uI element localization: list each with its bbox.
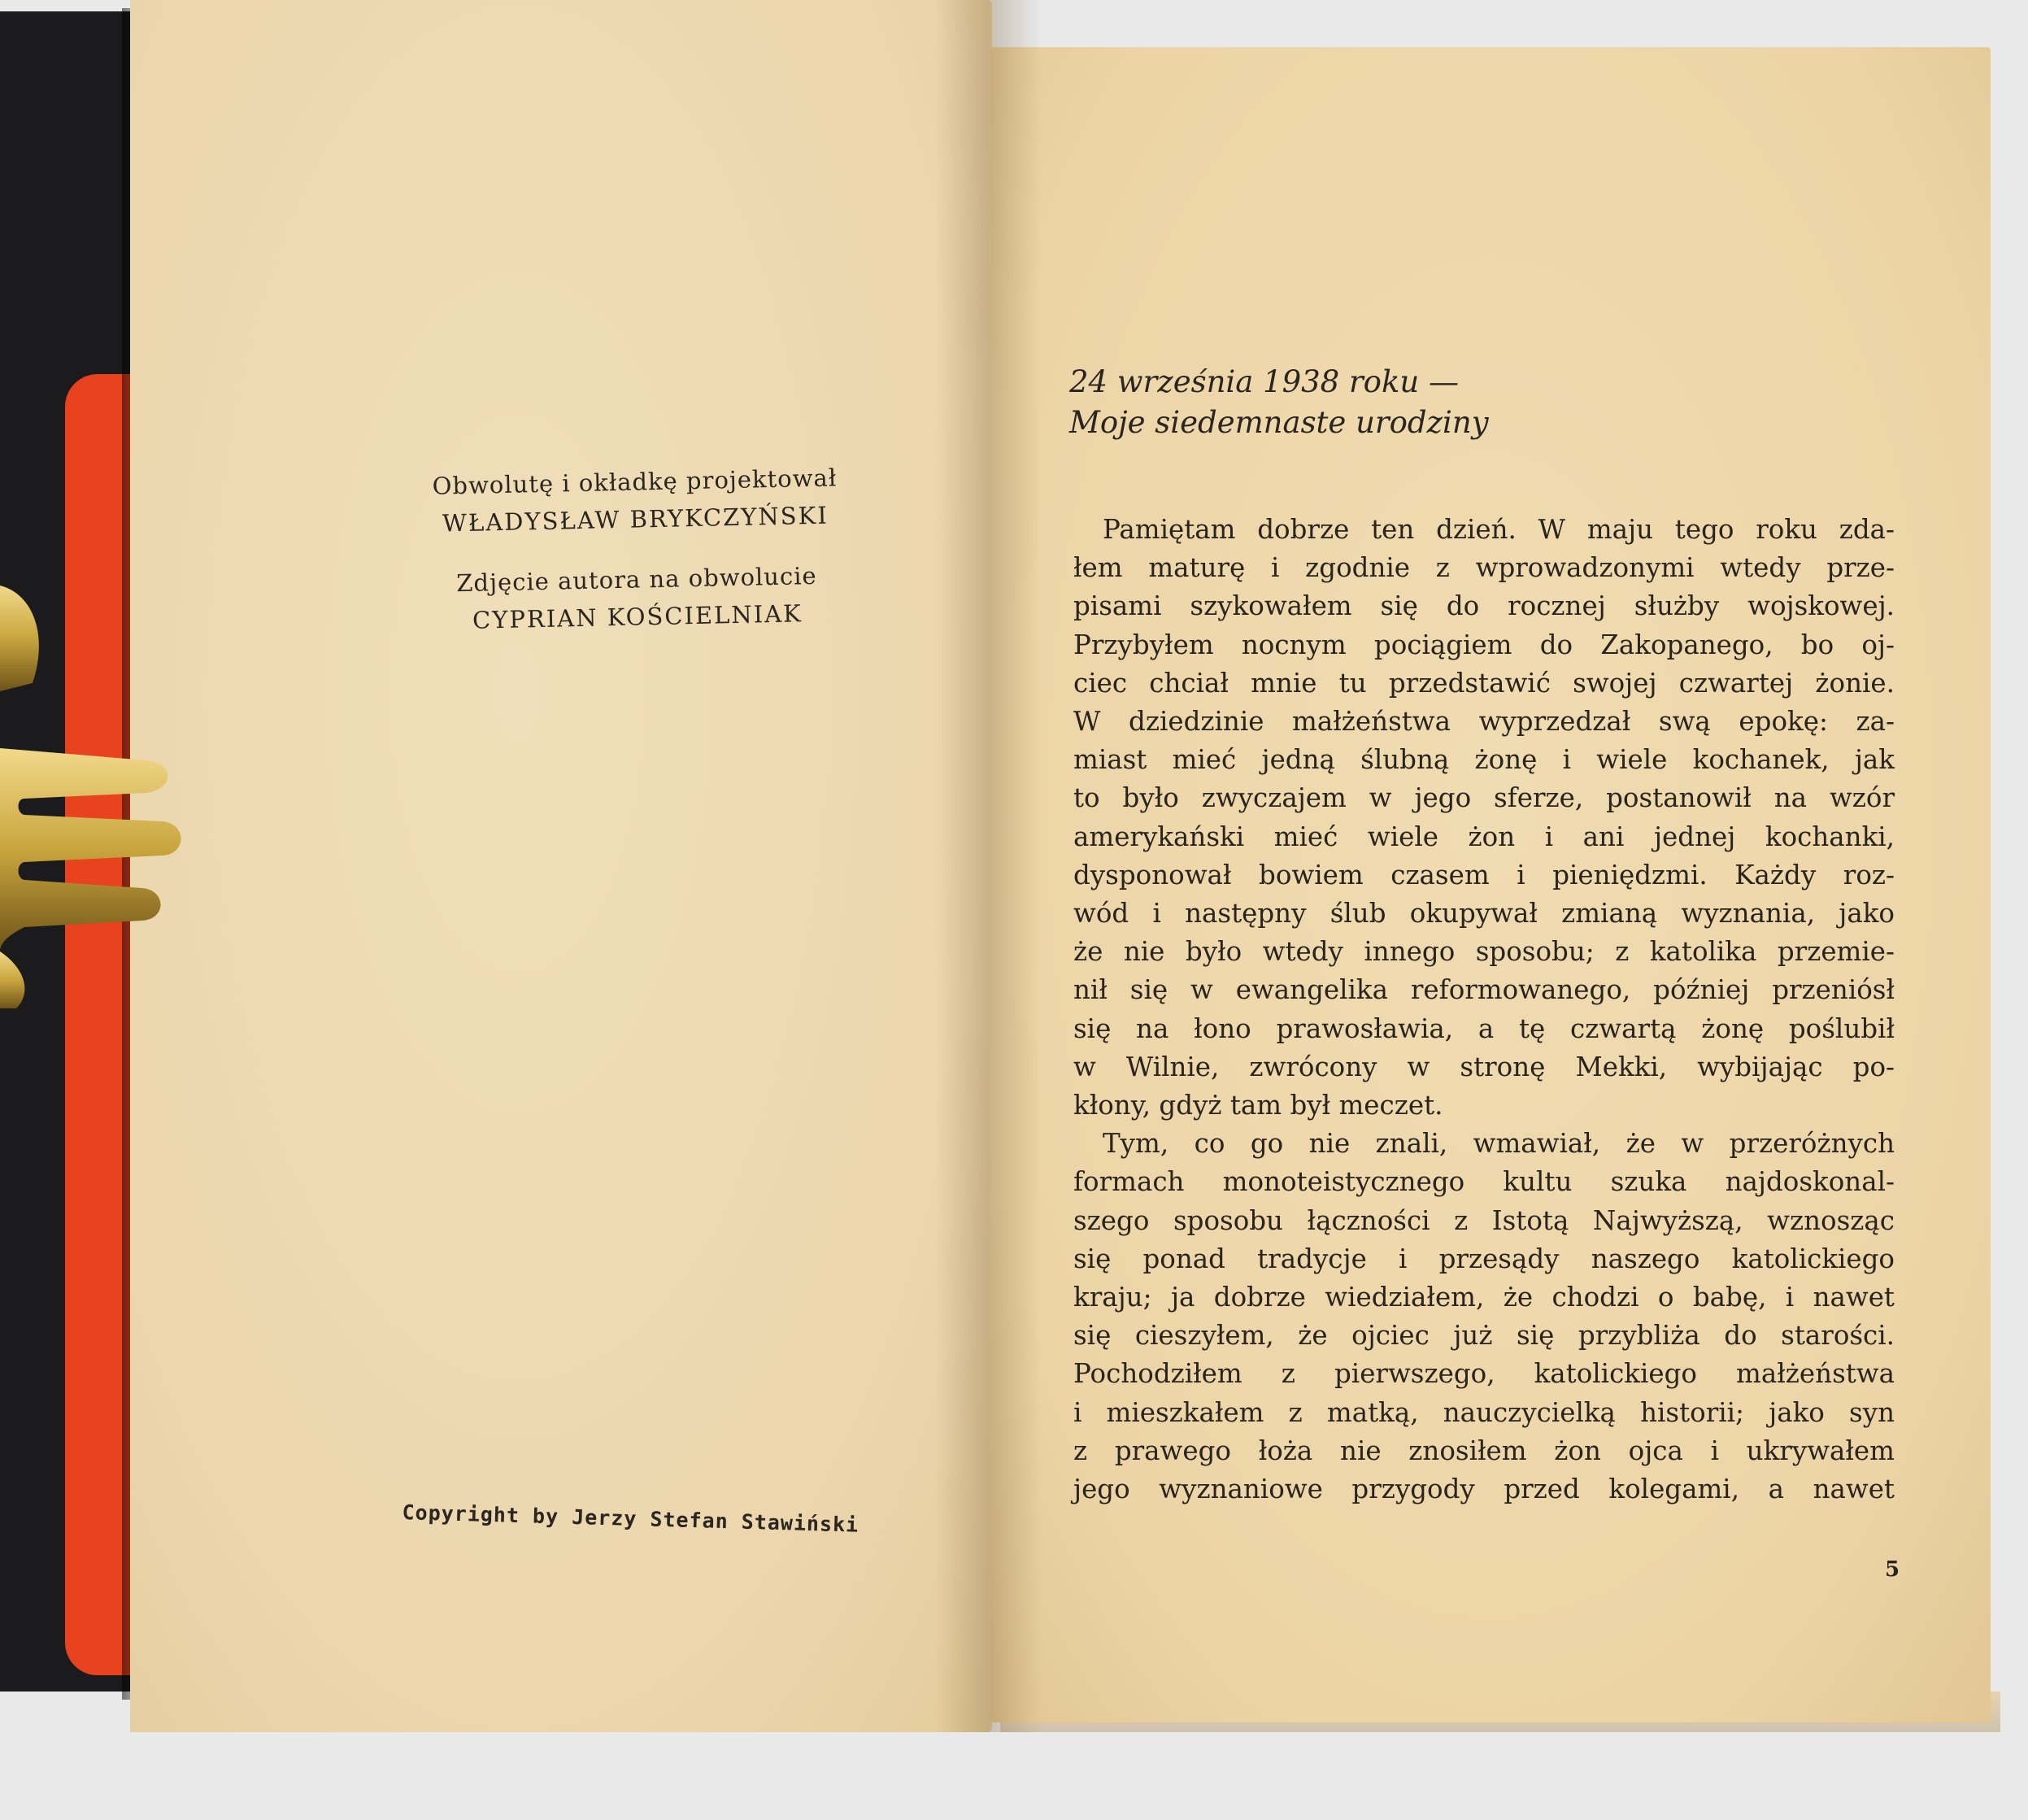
text-line: jego wyznaniowe przygody przed kolegami, a nawet: [1073, 1474, 1895, 1505]
text-line: nił się w ewangelika reformowanego, później przeniósł: [1073, 974, 1895, 1006]
credits-block: [423, 459, 849, 640]
page-number: 5: [1885, 1557, 1900, 1582]
book-gutter: [935, 0, 1041, 1732]
text-line: i mieszkałem z matką, nauczycielką historii; jako syn: [1073, 1396, 1895, 1428]
photo-credit-label: Zdjęcie autora na obwolucie: [455, 561, 817, 598]
text-line: kłony, gdyż tam był meczet.: [1073, 1090, 1443, 1121]
text-line: z prawego łoża nie znosiłem żon ojca i ukrywałem: [1073, 1435, 1895, 1466]
text-line: Pamiętam dobrze ten dzień. W maju tego roku zda-: [1103, 514, 1895, 545]
text-line: formach monoteistycznego kultu szuka najdoskonal-: [1073, 1166, 1895, 1198]
photographer-name: CYPRIAN KOŚCIELNIAK: [472, 599, 803, 634]
text-line: dysponował bowiem czasem i pieniędzmi. Każdy roz-: [1073, 859, 1895, 890]
text-line: ciec chciał mnie tu przedstawić swojej czwartej żonie.: [1073, 667, 1895, 699]
text-line: miast mieć jedną ślubną żonę i wiele kochanek, jak: [1073, 744, 1895, 776]
chapter-title: [1069, 362, 1489, 443]
text-line: Tym, co go nie znali, wmawiał, że w przeróżnych: [1103, 1128, 1895, 1160]
text-line: kraju; ja dobrze wiedziałem, że chodzi o babę, i nawet: [1073, 1282, 1895, 1313]
text-line: amerykański mieć wiele żon i ani jednej kochanki,: [1073, 821, 1895, 852]
text-line: się ponad tradycje i przesądy naszego katolickiego: [1073, 1243, 1895, 1274]
chapter-body-text: [1073, 511, 1895, 1509]
cover-designer-name: WŁADYSŁAW BRYKCZYŃSKI: [442, 501, 829, 538]
text-line: Przybyłem nocnym pociągiem do Zakopanego, bo oj-: [1073, 629, 1895, 660]
text-line: się na łono prawosławia, a tę czwartą żonę poślubił: [1073, 1012, 1895, 1044]
cover-design-label: Obwolutę i okładkę projektował: [432, 464, 838, 500]
brass-clip-icon: [0, 586, 187, 1008]
text-line: W dziedzinie małżeństwa wyprzedzał swą epokę: za-: [1073, 706, 1895, 738]
text-line: szego sposobu łączności z Istotą Najwyższą, wznosząc: [1073, 1204, 1895, 1236]
text-line: to było zwyczajem w jego sferze, postanowił na wzór: [1073, 782, 1895, 814]
chapter-title-line: Moje siedemnaste urodziny: [1069, 405, 1489, 440]
copyright-line: Copyright by Jerzy Stefan Stawiński: [402, 1500, 860, 1537]
text-line: pisami szykowałem się do rocznej służby wojskowej.: [1073, 590, 1895, 622]
chapter-title-line: 24 września 1938 roku —: [1069, 364, 1459, 399]
text-line: w Wilnie, zwrócony w stronę Mekki, wybijając po-: [1073, 1051, 1895, 1082]
text-line: Pochodziłem z pierwszego, katolickiego małżeństwa: [1073, 1358, 1895, 1390]
text-line: że nie było wtedy innego sposobu; z katolika przemie-: [1073, 936, 1895, 968]
left-page: [130, 0, 992, 1732]
text-line: się cieszyłem, że ojciec już się przybliża do starości.: [1073, 1320, 1895, 1352]
text-line: wód i następny ślub okupywał zmianą wyznania, jako: [1073, 898, 1895, 930]
text-line: łem maturę i zgodnie z wprowadzonymi wtedy prze-: [1073, 552, 1895, 584]
